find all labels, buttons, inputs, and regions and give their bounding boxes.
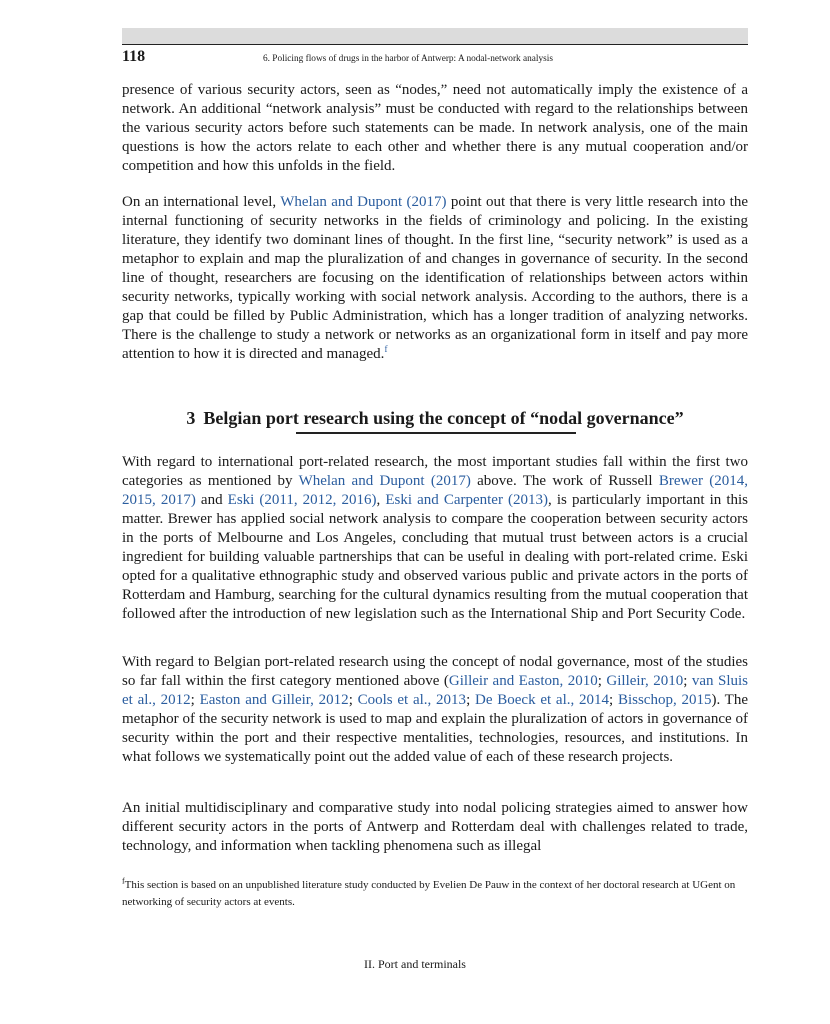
footnote-reference[interactable]: f [384,344,388,354]
citation-link-easton-gilleir[interactable]: Easton and Gilleir, 2012 [199,692,349,708]
paragraph-2-text-a: On an international level, [122,194,281,210]
paragraph-4 [122,653,748,767]
paragraph-4-text-b: ). The metaphor of the security network is used to map and explain the pluralization of actors in governance of security within the port and their respective mentalities, technologies, resources, and institutions. In what follows we systematically point out the added value of each of these research projects. [122,692,749,765]
citation-separator: ; [348,692,358,708]
citation-link-bisschop[interactable]: Bisschop, 2015 [617,692,712,708]
paragraph-1: presence of various security actors, seen as “nodes,” need not automatically imply the existence of a network. An additional “network analysis” must be conducted with regard to the relationships between the various security actors before such statements can be made. In network analysis, one of the main questions is how the actors relate to each other and whether there is any mutual cooperation and/or competition and how this unfolds in the field. [122,82,748,174]
citation-link-van-sluis[interactable]: van Sluis et al., 2012 [122,673,749,708]
header-rule [122,44,748,45]
footnote-mark: f [122,876,125,886]
citation-link-cools[interactable]: Cools et al., 2013 [357,692,467,708]
citation-separator: ; [597,673,607,689]
paragraph-3-text-a: With regard to international port-related research, the most important studies fall within the first two categories as mentioned by [122,454,748,489]
citation-link-brewer[interactable]: Brewer (2014, 2015, 2017) [122,473,749,508]
page-number: 118 [122,48,146,65]
citation-separator: ; [609,692,618,708]
citation-separator: ; [190,692,200,708]
citation-link-whelan-dupont[interactable]: Whelan and Dupont (2017) [280,194,447,210]
citation-separator: ; [466,692,475,708]
section-number: 3 [186,408,196,428]
footnote-text: This section is based on an unpublished literature study conducted by Evelien De Pauw in the context of her doctoral research at UGent on networking of security actors at events. [122,879,736,908]
section-title: Belgian port research using the concept of “nodal governance” [203,408,684,428]
citation-link-whelan-dupont-2[interactable]: Whelan and Dupont (2017) [298,473,471,489]
paragraph-3-text-d: , [376,492,386,508]
running-head: 6. Policing flows of drugs in the harbor of Antwerp: A nodal-network analysis [263,54,553,64]
citation-link-gilleir-easton[interactable]: Gilleir and Easton, 2010 [448,673,598,689]
paragraph-3-text-c: and [195,492,228,508]
paragraph-3-text-e: , is particularly important in this matter. Brewer has applied social network analysis to compare the cooperation between security actors in the ports of Melbourne and Los Angeles, concluding that mutual trust between actors is a crucial ingredient for building valuable partnerships that can be useful in dealing with port-related crime. Eski opted for a qualitative ethnographic study and observed various public and private actors in the ports of Rotterdam and Hamburg, searching for the cultural dynamics resulting from the mutual cooperation that followed after the introduction of new legislation such as the International Ship and Port Security Code. [122,492,748,622]
citation-link-eski[interactable]: Eski (2011, 2012, 2016) [227,492,377,508]
paragraph-3-text-b: above. The work of Russell [470,473,659,489]
citation-separator: ; [683,673,692,689]
paragraph-2 [122,193,748,364]
page-footer: II. Port and terminals [364,957,466,971]
citation-link-de-boeck[interactable]: De Boeck et al., 2014 [475,692,609,708]
paragraph-4-text-a: With regard to Belgian port-related research using the concept of nodal governance, most of the studies so far fall within the first category mentioned above ( [122,654,748,689]
header-band [122,28,748,44]
paragraph-3 [122,453,748,624]
citation-link-gilleir[interactable]: Gilleir, 2010 [606,673,684,689]
paragraph-5: An initial multidisciplinary and comparative study into nodal policing strategies aimed to answer how different security actors in the ports of Antwerp and Rotterdam deal with challenges related to trade, technology, and information when tackling phenomena such as illegal [122,800,748,854]
section-heading [122,408,748,429]
section-underline [296,432,576,434]
citation-link-eski-carpenter[interactable]: Eski and Carpenter (2013) [385,492,549,508]
paragraph-2-text-b: point out that there is very little research into the internal functioning of security networks in the fields of criminology and policing. In the existing literature, they identify two dominant lines of thought. In the first line, “security network” is used as a metaphor to explain and map the pluralization of and changes in governance of security. In the second line of thought, researchers are focusing on the identification of relationships between actors within security networks, typically working with social network analysis. According to the authors, there is a gap that could be filled by Public Administration, which has a longer tradition of analyzing networks. There is the challenge to study a network or networks as an organizational form in itself and pay more attention to how it is directed and managed. [122,194,748,362]
footnote [122,877,748,911]
